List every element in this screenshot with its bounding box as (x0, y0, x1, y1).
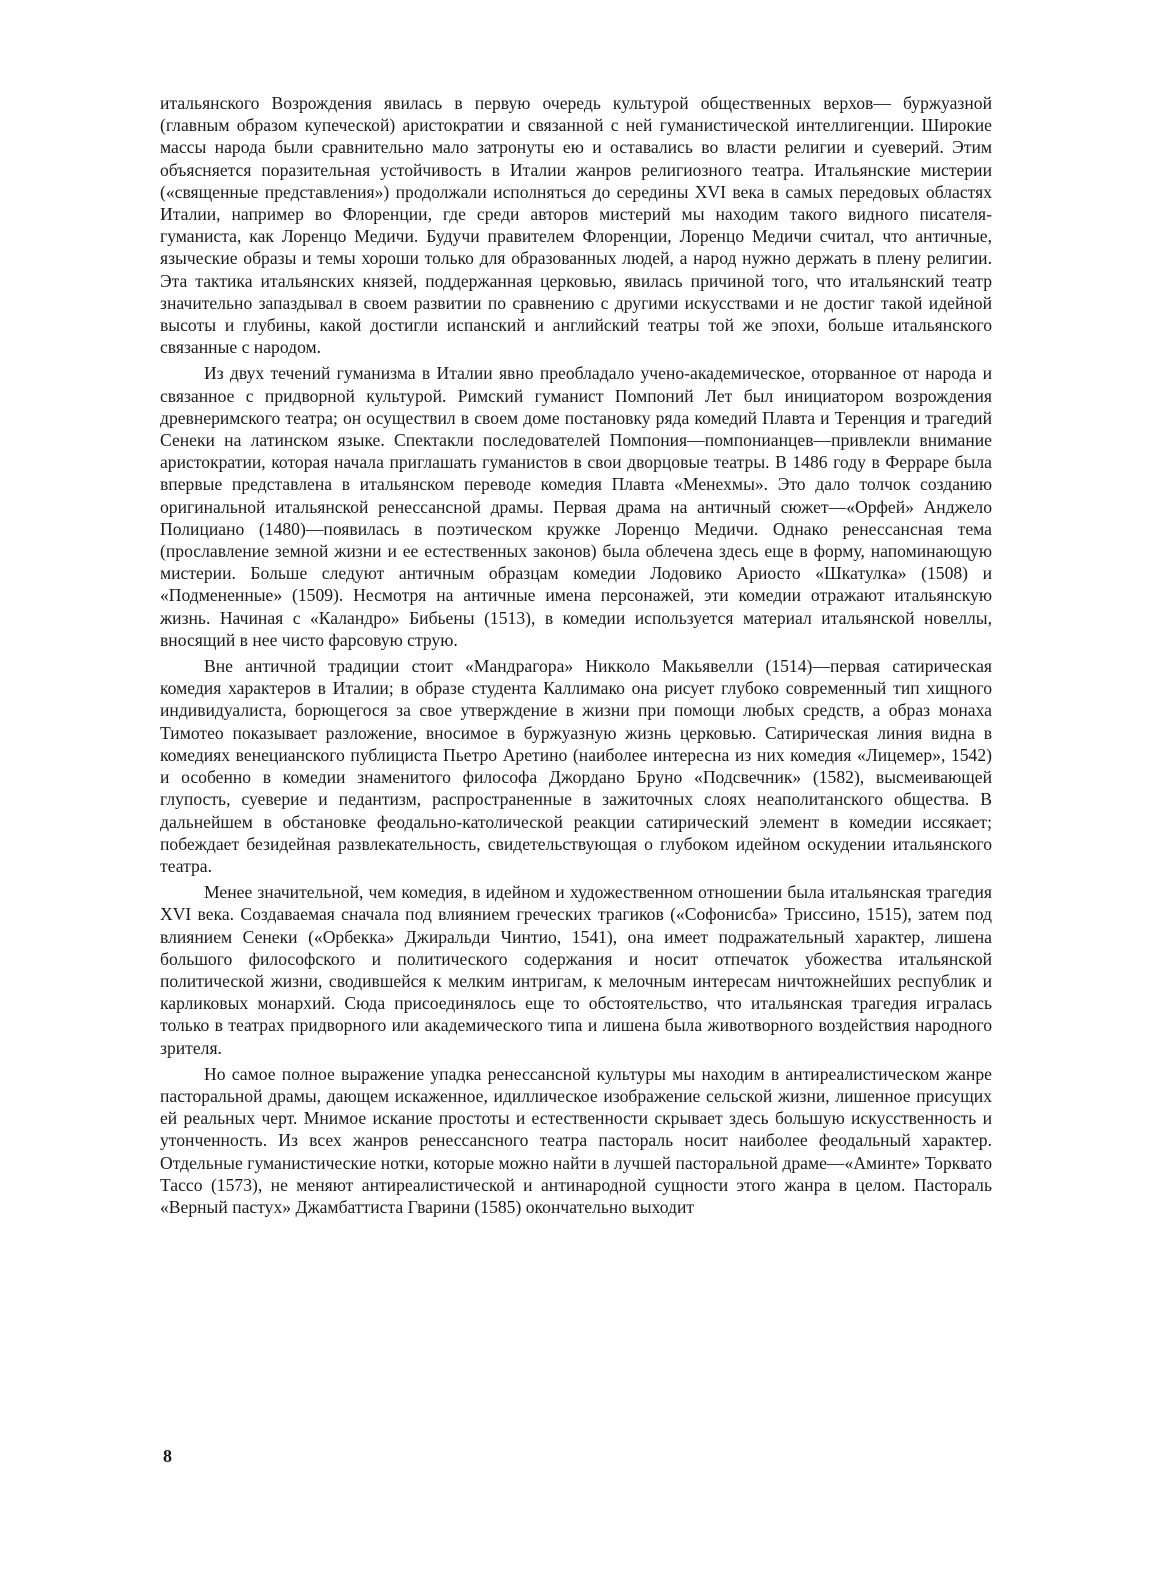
paragraph-3: Вне античной традиции стоит «Мандрагора» Никколо Макьявелли (1514)—первая сатирическая комедия характеров в Италии; в образе студента Каллимако она рисует глубоко современный тип хищного индивидуалиста, борющегося за свое утверждение в жизни при помощи любых средств, а образ монаха Тимотео показывает разложение, вносимое в буржуазную жизнь церковью. Сатирическая линия видна в комедиях венецианского публициста Пьетро Аретино (наиболее интересна из них комедия «Лицемер», 1542) и особенно в комедии знаменитого философа Джордано Бруно «Подсвечник» (1582), высмеивающей глупость, суеверие и педантизм, распространенные в зажиточных слоях неаполитанского общества. В дальнейшем в обстановке феодально-католической реакции сатирический элемент в комедии иссякает; побеждает безидейная развлекательность, свидетельствующая о глубоком идейном оскудении итальянского театра. (160, 656, 992, 876)
page-body (160, 92, 992, 1222)
paragraph-1: итальянского Возрождения явилась в первую очередь культурой общественных верхов— буржуазной (главным образом купеческой) аристократии и связанной с ней гуманистической интеллигенции. Широкие массы народа были сравнительно мало затронуты ею и оставались во власти религии и суеверий. Этим объясняется поразительная устойчивость в Италии жанров религиозного театра. Итальянские мистерии («священные представления») продолжали исполняться до середины XVI века в самых передовых областях Италии, например во Флоренции, где среди авторов мистерий мы находим такого видного писателя-гуманиста, как Лоренцо Медичи. Будучи правителем Флоренции, Лоренцо Медичи считал, что античные, языческие образы и темы хороши только для образованных людей, а народ нужно держать в плену религии. Эта тактика итальянских князей, поддержанная церковью, явилась причиной того, что итальянский театр значительно запаздывал в своем развитии по сравнению с другими искусствами и не достиг такой идейной высоты и глубины, какой достигли испанский и английский театры той же эпохи, больше итальянского связанные с народом. (160, 93, 992, 358)
paragraph-4: Менее значительной, чем комедия, в идейном и художественном отношении была итальянская трагедия XVI века. Создаваемая сначала под влиянием греческих трагиков («Софонисба» Триссино, 1515), затем под влиянием Сенеки («Орбекка» Джиральди Чинтио, 1541), она имеет подражательный характер, лишена большого философского и политического содержания и носит отпечаток убожества итальянской политической жизни, сводившейся к мелким интригам, к мелочным интересам ничтожнейших республик и карликовых монархий. Сюда присоединялось еще то обстоятельство, что итальянская трагедия игралась только в театрах придворного или академического типа и лишена была животворного воздействия народного зрителя. (160, 882, 992, 1058)
page-number: 8 (163, 1446, 172, 1466)
paragraph-2: Из двух течений гуманизма в Италии явно преобладало учено-академическое, оторванное от народа и связанное с придворной культурой. Римский гуманист Помпоний Лет был инициатором возрождения древнеримского театра; он осуществил в своем доме постановку ряда комедий Плавта и Теренция и трагедий Сенеки на латинском языке. Спектакли последователей Помпония—помпонианцев—привлекли внимание аристократии, которая начала приглашать гуманистов в свои дворцовые театры. В 1486 году в Ферраре была впервые представлена в итальянском переводе комедия Плавта «Менехмы». Это дало толчок созданию оригинальной итальянской ренессансной драмы. Первая драма на античный сюжет—«Орфей» Анджело Полициано (1480)—появилась в поэтическом кружке Лоренцо Медичи. Однако ренессансная тема (прославление земной жизни и ее естественных законов) была облечена здесь еще в форму, напоминающую мистерии. Больше следуют античным образцам комедии Лодовико Ариосто «Шкатулка» (1508) и «Подмененные» (1509). Несмотря на античные имена персонажей, эти комедии отражают итальянскую жизнь. Начиная с «Каландро» Бибьены (1513), в комедии используется материал итальянской новеллы, вносящий в нее чисто фарсовую струю. (160, 363, 992, 650)
paragraph-5: Но самое полное выражение упадка ренессансной культуры мы находим в антиреалистическом жанре пасторальной драмы, дающем искаженное, идиллическое изображение сельской жизни, лишенное присущих ей реальных черт. Мнимое искание простоты и естественности скрывает здесь большую искусственность и утонченность. Из всех жанров ренессансного театра пастораль носит наиболее феодальный характер. Отдельные гуманистические нотки, которые можно найти в лучшей пасторальной драме—«Аминте» Торквато Тассо (1573), не меняют антиреалистической и антинародной сущности этого жанра в целом. Пастораль «Верный пастух» Джамбаттиста Гварини (1585) окончательно выходит (160, 1063, 992, 1217)
